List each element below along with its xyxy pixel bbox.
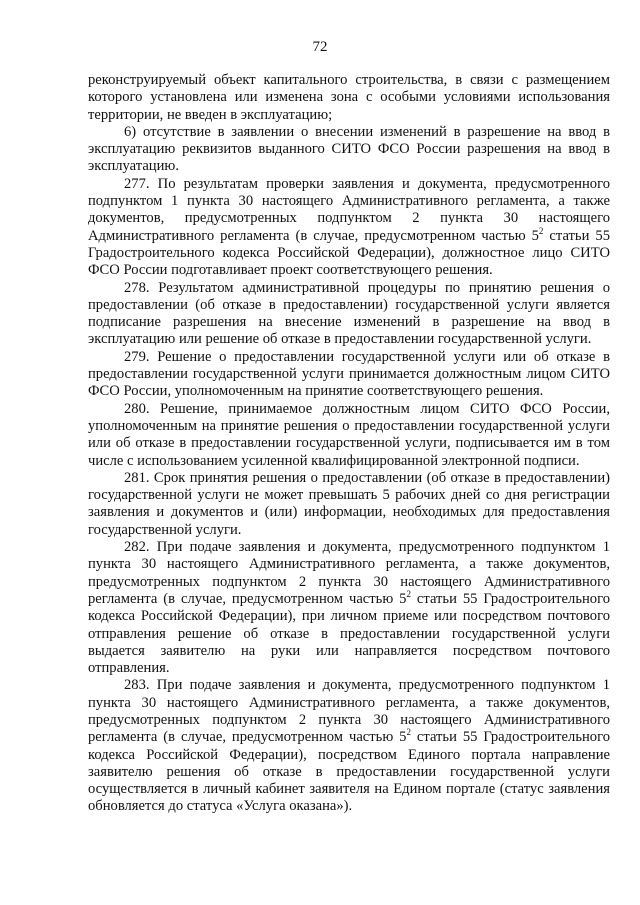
paragraph-282-superscript: 2 bbox=[406, 589, 411, 600]
paragraph-item-6: 6) отсутствие в заявлении о внесении изменений в разрешение на ввод в эксплуатацию реквизитов выданного СИТО ФСО России разрешения на ввод в эксплуатацию. bbox=[88, 123, 610, 175]
paragraph-282-text-a: 282. При подаче заявления и документа, предусмотренного подпунктом 1 пункта 30 настоящего Административного регламента, а также документов, предусмотренных подпунктом 2 пункта 30 настоящего Административного регламента (в случае, предусмотренном частью 5 bbox=[88, 539, 610, 607]
paragraph-282 bbox=[88, 539, 610, 677]
paragraph-283 bbox=[88, 677, 610, 815]
page-number: 72 bbox=[312, 39, 328, 55]
paragraph-283-superscript: 2 bbox=[406, 727, 411, 738]
paragraph-278: 278. Результатом административной процедуры по принятию решения о предоставлении (об отказе в предоставлении) государственной услуги является подписание разрешения на внесение изменений в разрешение на ввод в эксплуатацию или решение об отказе в предоставлении государственной услуги. bbox=[88, 279, 610, 348]
paragraph-282-text-b: статьи 55 Градостроительного кодекса Российской Федерации), при личном приеме или посредством почтового отправления решение об отказе в предоставлении государственной услуги выдается заявителю на руки или направляется посредством почтового отправления. bbox=[88, 590, 610, 677]
paragraph-277 bbox=[88, 176, 610, 280]
paragraph-283-text-a: 283. При подаче заявления и документа, предусмотренного подпунктом 1 пункта 30 настоящего Административного регламента, а также документов, предусмотренных подпунктом 2 пункта 30 настоящего Административного регламента (в случае, предусмотренном частью 5 bbox=[88, 677, 610, 746]
paragraph-277-text-a: 277. По результатам проверки заявления и документа, предусмотренного подпунктом 1 пункта 30 настоящего Административного регламента, а также документов, предусмотренных подпунктом 2 пункта 30 настоящего Административного регламента (в случае, предусмотренном частью 5 bbox=[88, 175, 610, 244]
paragraph-279: 279. Решение о предоставлении государственной услуги или об отказе в предоставлении государственной услуги принимается должностным лицом СИТО ФСО России, уполномоченным на принятие соответствующего решения. bbox=[88, 348, 610, 400]
paragraph-continuation: реконструируемый объект капитального строительства, в связи с размещением которого установлена или изменена зона с особыми условиями использования территории, не введен в эксплуатацию; bbox=[88, 72, 610, 123]
document-body bbox=[88, 72, 610, 816]
paragraph-277-superscript: 2 bbox=[538, 225, 544, 236]
paragraph-281: 281. Срок принятия решения о предоставлении (об отказе в предоставлении) государственной услуги не может превышать 5 рабочих дней со дня регистрации заявления и документов и (или) информации, необходимых для предоставления государственной услуги. bbox=[88, 469, 610, 538]
paragraph-277-text-b: статьи 55 Градостроительного кодекса Российской Федерации), должностное лицо СИТО ФСО России подготавливает проект соответствующего решения. bbox=[88, 227, 610, 279]
paragraph-283-text-b: статьи 55 Градостроительного кодекса Российской Федерации), посредством Единого портала направление заявителю решения об отказе в предоставлении государственной услуги осуществляется в личный кабинет заявителя на Едином портале (статус заявления обновляется до статуса «Услуга оказана»). bbox=[88, 729, 610, 815]
paragraph-280: 280. Решение, принимаемое должностным лицом СИТО ФСО России, уполномоченным на принятие решения о предоставлении государственной услуги или об отказе в предоставлении государственной услуги, подписывается им в том числе с использованием усиленной квалифицированной электронной подписи. bbox=[88, 400, 610, 469]
